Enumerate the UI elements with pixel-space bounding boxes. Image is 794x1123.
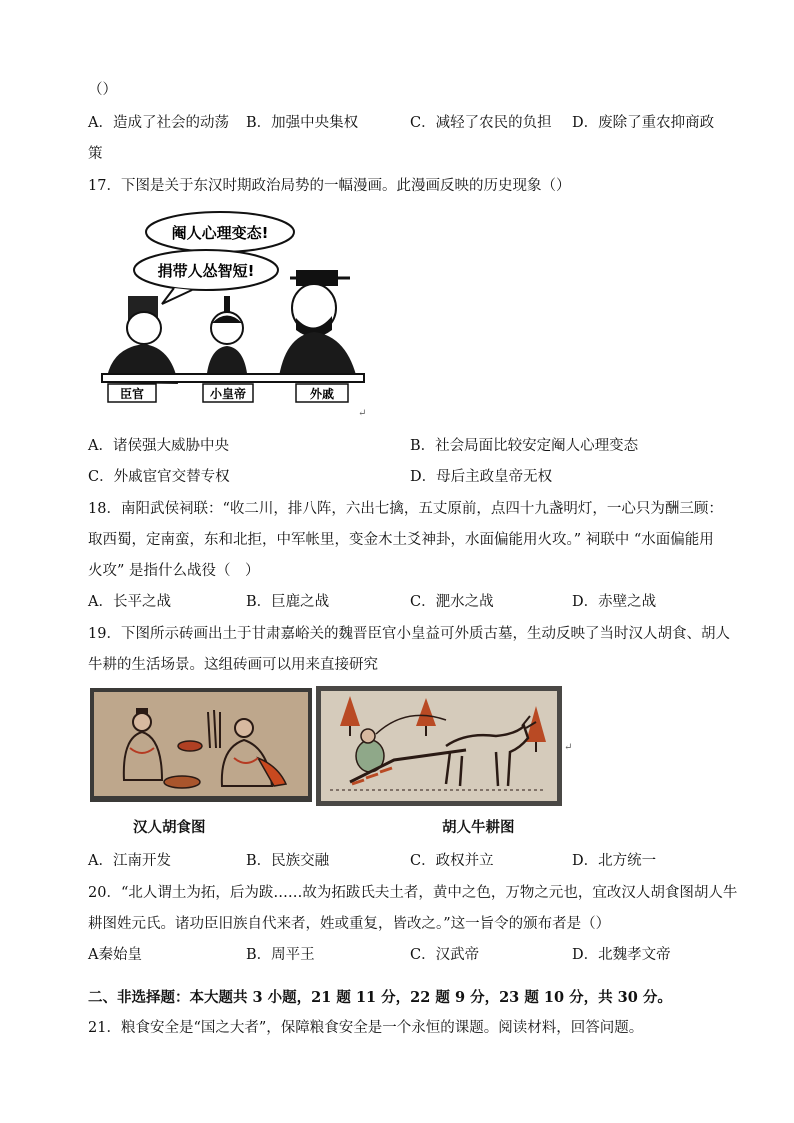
q18-option-c: C．淝水之战 (410, 594, 494, 610)
q16-option-d-wrap: 策 (88, 146, 103, 162)
q20-line-1: 20．“北人谓土为拓，后为跋……故为拓跋氏夫土者，黄中之色，万物之元也，宜改汉人胡食图胡人牛 (88, 885, 738, 901)
q16-paren: （） (88, 82, 117, 98)
q18-line-1: 18．南阳武侯祠联：“收二川，排八阵，六出七擒，五丈原前，点四十九盏明灯，一心只为酬三顾： (88, 501, 723, 517)
return-mark-icon: ↵ (564, 742, 573, 753)
q17-option-c: C．外戚宦官交替专权 (88, 469, 230, 485)
q18-line-2: 取西蜀，定南蛮，东和北拒，中军帐里，变金木土爻神卦，水面偏能用火攻。” 祠联中 “水面偏能用 (88, 532, 714, 548)
q17-option-b: B．社会局面比较安定阉人心理变态 (410, 438, 639, 454)
q17-stem: 17．下图是关于东汉时期政治局势的一幅漫画。此漫画反映的历史现象（） (88, 178, 571, 194)
caption-plowing: 胡人牛耕图 (442, 819, 515, 836)
q19-line-1: 19．下图所示砖画出土于甘肃嘉峪关的魏晋臣官小皇益可外质古墓，生动反映了当时汉人胡食、胡人 (88, 626, 730, 642)
cartoon-label-right: 外戚 (309, 387, 335, 401)
q19-option-b: B．民族交融 (246, 853, 330, 869)
q17-option-a: A．诸侯强大威胁中央 (88, 438, 229, 454)
q20-option-c: C．汉武帝 (410, 947, 480, 963)
cartoon-bubble-1: 阉人心理变态! (171, 224, 269, 242)
q19-option-a: A．江南开发 (88, 853, 171, 869)
q17-option-d: D．母后主政皇帝无权 (410, 469, 553, 485)
q20-option-a: A秦始皇 (88, 947, 142, 963)
cartoon-label-mid: 小皇帝 (209, 387, 247, 401)
q21-stem: 21．粮食安全是“国之大者”，保障粮食安全是一个永恒的课题。阅读材料，回答问题。 (88, 1020, 644, 1036)
return-mark-icon: ↵ (358, 408, 367, 419)
q18-option-a: A．长平之战 (88, 594, 171, 610)
q19-line-2: 牛耕的生活场景。这组砖画可以用来直接研究 (88, 657, 378, 673)
q17-cartoon (100, 208, 370, 418)
q19-option-d: D．北方统一 (572, 853, 657, 869)
brick-painting-eating (90, 688, 312, 802)
brick-painting-plowing (316, 686, 562, 806)
cartoon-bubble-2: 捐带人怂智短! (157, 262, 255, 280)
q20-option-d: D．北魏孝文帝 (572, 947, 671, 963)
q18-option-d: D．赤壁之战 (572, 594, 657, 610)
q16-option-b: B．加强中央集权 (246, 115, 359, 131)
cartoon-label-left: 臣官 (119, 387, 145, 401)
q20-option-b: B．周平王 (246, 947, 315, 963)
caption-eating: 汉人胡食图 (133, 819, 206, 836)
section-2-title: 二、非选择题：本大题共 3 小题，21 题 11 分，22 题 9 分，23 题 10 分，共 30 分。 (88, 989, 672, 1006)
q18-line-3: 火攻” 是指什么战役（ ） (88, 563, 260, 579)
q18-option-b: B．巨鹿之战 (246, 594, 330, 610)
q19-option-c: C．政权并立 (410, 853, 494, 869)
q16-option-c: C．减轻了农民的负担 (410, 115, 552, 131)
q16-option-a: A．造成了社会的动荡 (88, 115, 229, 131)
q16-option-d: D．废除了重农抑商政 (572, 115, 715, 131)
q20-line-2: 耕图姓元氏。诸功臣旧族自代来者，姓或重复，皆改之。”这一旨令的颁布者是（） (88, 916, 611, 932)
